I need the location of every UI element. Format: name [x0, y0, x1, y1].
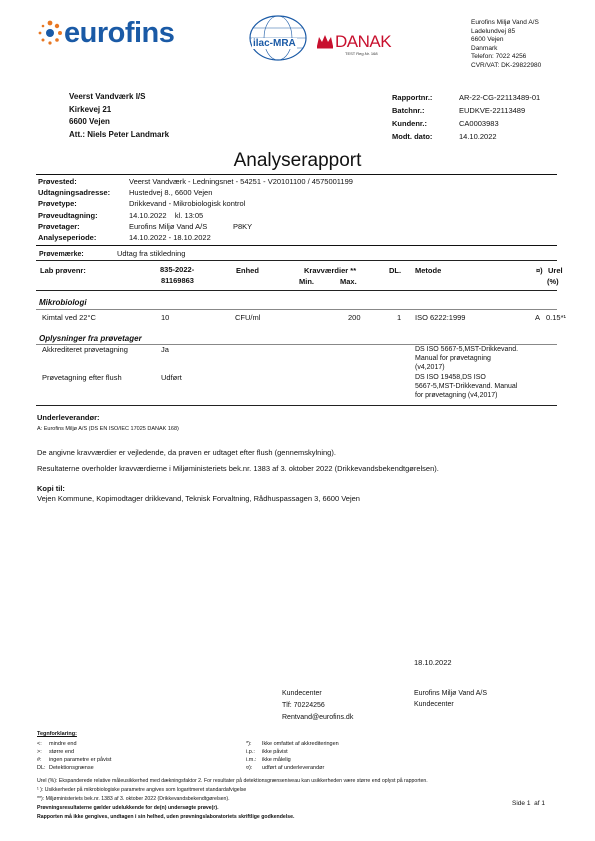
sample-label: Prøvetager:	[38, 221, 80, 231]
ilac-label: ilac-MRA	[253, 38, 296, 49]
param-name: Prøvetagning efter flush	[42, 373, 122, 382]
page-current: 1	[526, 800, 531, 807]
legend-text: Detektionsgrænse	[49, 765, 94, 771]
danak-label: DANAK	[335, 32, 392, 51]
param-method	[415, 345, 518, 372]
col-unit: Enhed	[236, 266, 259, 275]
col-max: Max.	[340, 277, 357, 286]
lab-number-1: 835-2022-	[160, 265, 195, 274]
param-urel: 0.15*¹	[546, 313, 567, 322]
param-method	[415, 373, 517, 400]
param-dl: 1	[397, 313, 402, 322]
crown-icon	[316, 33, 334, 49]
divider	[36, 309, 557, 310]
divider	[36, 260, 557, 261]
meta-label: Rapportnr.:	[392, 93, 433, 102]
sample-label: Analyseperiode:	[38, 233, 97, 243]
legend-symbol: i.m.:	[246, 757, 257, 763]
danak-reg: TEST Reg.Nr. 168	[345, 51, 378, 56]
contact-line: Tlf: 70224256	[282, 702, 325, 709]
divider	[36, 174, 557, 175]
meta-label: Modt. dato:	[392, 132, 433, 141]
company-line: Eurofins Miljø Vand A/S	[471, 19, 539, 26]
legend-right	[246, 740, 339, 772]
sample-mark-label: Prøvemærke:	[39, 251, 84, 258]
signatory-line: Eurofins Miljø Vand A/S	[414, 690, 488, 697]
sample-label: Udtagningsadresse:	[38, 188, 111, 198]
legend-text: mindre end	[49, 741, 77, 747]
param-value: Udført	[161, 373, 182, 382]
page-number	[512, 800, 545, 807]
legend-text: ikke målelig	[262, 757, 291, 763]
report-number: AR-22-CG-22113489-01	[459, 93, 541, 102]
analysis-period: 14.10.2022 - 18.10.2022	[129, 233, 211, 243]
recipient-line: Veerst Vandværk I/S	[69, 92, 146, 101]
param-method: ISO 6222:1999	[415, 313, 466, 322]
col-urel: Urel	[548, 266, 563, 275]
company-line: 6600 Vejen	[471, 36, 504, 43]
signature-date: 18.10.2022	[414, 658, 452, 667]
legend-left	[37, 740, 111, 772]
sample-address: Hustedvej 8., 6600 Vejen	[129, 188, 213, 198]
legend-symbol: *):	[246, 741, 252, 747]
recipient-line: 6600 Vejen	[69, 117, 110, 126]
received-date: 14.10.2022	[459, 132, 497, 141]
page-total: 1	[541, 800, 545, 807]
method-line: DS ISO 19458,DS ISO	[415, 374, 486, 381]
col-dl: DL.	[389, 266, 402, 275]
page-of: af	[534, 800, 540, 807]
legend-note: Urel (%): Ekspanderede relative måleusikkerhed med dækningsfaktor 2. For resultater på detektionsgrænseniveau kan usikkerheden være større end oplyst på rapporten.	[37, 778, 428, 784]
divider	[36, 290, 557, 291]
batch-number: EUDKVE-22113489	[459, 106, 526, 115]
sample-label: Prøveudtagning:	[38, 210, 98, 220]
param-value: 10	[161, 313, 170, 322]
legend-text: større end	[49, 749, 75, 755]
eurofins-logo-icon	[37, 20, 63, 46]
lab-number-2: 81169863	[161, 276, 194, 285]
sample-label: Prøvested:	[38, 177, 77, 186]
recipient-line: Att.: Niels Peter Landmark	[69, 129, 170, 139]
divider	[36, 245, 557, 246]
method-line: DS ISO 5667-5,MST-Drikkevand.	[415, 346, 519, 353]
contact-line: Kundecenter	[282, 690, 322, 697]
company-address	[471, 19, 541, 70]
disclaimer: Rapporten må ikke gengives, undtagen i sin helhed, uden prøvningslaboratoriets skriftlige godkendelse.	[37, 814, 295, 820]
lab-label: Lab prøvenr:	[40, 266, 86, 275]
sampling-time: 14.10.2022 kl. 13:05	[129, 210, 204, 220]
param-max: 200	[348, 313, 361, 322]
page-title: Analyserapport	[233, 150, 362, 171]
legend-notes	[37, 777, 428, 822]
sampler-code: P8KY	[233, 221, 253, 231]
statement: De angivne kravværdier er vejledende, da prøven er udtaget efter flush (gennemskylning).	[37, 448, 336, 457]
sample-type: Drikkevand - Mikrobiologisk kontrol	[129, 199, 246, 209]
col-urel-pct: (%)	[547, 277, 559, 286]
copy-heading: Kopi til:	[37, 484, 65, 493]
param-value: Ja	[161, 345, 169, 354]
legend-text: udført af underleverandør	[262, 765, 325, 771]
signatory-block	[414, 688, 487, 710]
sample-mark: Udtag fra stikledning	[117, 249, 186, 258]
col-method: Metode	[415, 266, 442, 275]
param-name: Akkrediteret prøvetagning	[42, 345, 128, 354]
contact-email[interactable]: Rentvand@eurofins.dk	[282, 714, 354, 721]
legend-note: ¹ ): Usikkerheder på mikrobiologiske parametre angives som logaritmeret standardafvigelse	[37, 787, 247, 793]
method-line: Manual for prøvetagning	[415, 355, 491, 362]
recipient-address	[69, 91, 169, 141]
signatory-line: Kundecenter	[414, 701, 454, 708]
meta-label: Batchnr.:	[392, 106, 425, 115]
divider	[36, 405, 557, 406]
col-min: Min.	[299, 277, 314, 286]
legend-symbol: DL:	[37, 765, 46, 771]
company-line: Ladelundvej 85	[471, 27, 516, 35]
customer-number: CA0003983	[459, 119, 499, 128]
sample-site: Veerst Vandværk - Ledningsnet - 54251 - V20101100 / 4575001199	[129, 177, 353, 186]
param-name: Kimtal ved 22°C	[42, 313, 96, 322]
legend-symbol: >:	[37, 749, 42, 755]
company-line: CVR/VAT: DK-29822980	[471, 61, 542, 69]
contact-block	[282, 688, 353, 724]
sample-label: Prøvetype:	[38, 199, 77, 209]
legend-text: Ikke omfattet af akkrediteringen	[262, 741, 339, 747]
method-line: (v4,2017)	[415, 364, 445, 371]
statement: Resultaterne overholder kravværdierne i Miljøministeriets bek.nr. 1383 af 3. oktober 2022 (Drikkevandsbekendtgørelsen).	[37, 464, 439, 473]
report-meta	[392, 91, 540, 143]
legend-symbol: #:	[37, 757, 42, 763]
brand-logo-text: eurofins	[64, 17, 175, 49]
legend-text: ikke påvist	[262, 749, 288, 755]
page-label: Side	[512, 800, 526, 807]
legend-symbol: i.p.:	[246, 749, 255, 755]
section-heading: Mikrobiologi	[39, 298, 87, 307]
legend-symbol: ¤):	[246, 765, 253, 771]
company-line: Danmark	[471, 44, 498, 52]
col-limits: Kravværdier **	[304, 266, 357, 275]
sample-info	[38, 176, 353, 243]
copy-text: Vejen Kommune, Kopimodtager drikkevand, Teknisk Forvaltning, Rådhuspassagen 3, 6600 Vejen	[37, 494, 360, 503]
recipient-line: Kirkevej 21	[69, 104, 112, 114]
legend-note: **): Miljøministeriets bek.nr. 1383 af 3. oktober 2022 (Drikkevandsbekendtgørelsen).	[37, 796, 230, 802]
legend-heading: Tegnforklaring:	[37, 731, 77, 737]
section-heading: Oplysninger fra prøvetager	[39, 334, 142, 343]
param-subcontractor: A	[535, 313, 541, 322]
sampler: Eurofins Miljø Vand A/S	[129, 221, 208, 231]
method-line: for prøvetagning (v4,2017)	[415, 392, 498, 399]
subcontractor-heading: Underleverandør:	[37, 413, 100, 422]
col-subcontractor: ¤)	[536, 266, 543, 275]
method-line: 5667-5,MST-Drikkevand. Manual	[415, 383, 518, 390]
company-line: Telefon: 7022 4256	[471, 53, 527, 60]
meta-label: Kundenr.:	[392, 119, 427, 128]
legend-symbol: <:	[37, 741, 42, 747]
disclaimer: Prøvningsresultaterne gælder udelukkende for de(n) undersøgte prøve(r).	[37, 805, 219, 811]
legend-text: ingen parametre er påvist	[49, 757, 112, 763]
param-unit: CFU/ml	[235, 313, 261, 322]
subcontractor-text: A: Eurofins Miljø A/S (DS EN ISO/IEC 17025 DANAK 168)	[37, 426, 179, 432]
